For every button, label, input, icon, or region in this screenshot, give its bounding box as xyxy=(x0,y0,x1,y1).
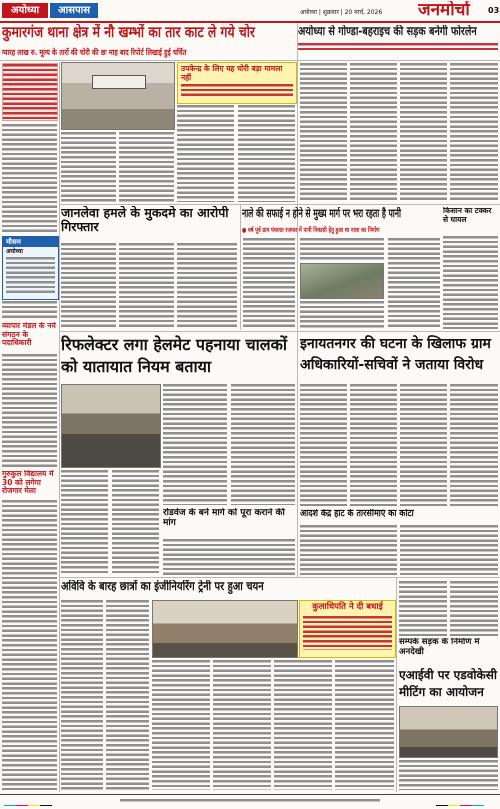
article-body-text xyxy=(300,384,347,506)
farmer-headline: किसान का टक्कर से घायल xyxy=(443,207,492,224)
article-body-text xyxy=(300,238,384,260)
column-rule xyxy=(59,62,60,792)
drain-subhead xyxy=(242,225,440,235)
article-body-text xyxy=(400,63,447,202)
drain-headline xyxy=(242,207,440,223)
article-body-text xyxy=(274,660,332,790)
article-body-text xyxy=(163,384,227,505)
article-body-text xyxy=(350,384,397,506)
article-body-text xyxy=(300,301,384,329)
article-body-text xyxy=(177,105,234,202)
news-photo-drain xyxy=(300,263,384,299)
column-rule xyxy=(240,205,241,330)
weather-title: मौसम xyxy=(3,237,58,247)
theft-box-title: उपकेन्द्र के लिए यह चोरी बड़ा मामला नहीं xyxy=(181,64,283,82)
article-body-text xyxy=(335,660,394,790)
drain-subhead-text: ● वर्ष पूर्व ग्राम पंचायत रजमल में पानी निकासी हेतु हुआ था नाला का निर्माण xyxy=(242,226,380,234)
article-body-text xyxy=(243,238,295,329)
article-body-text xyxy=(163,539,295,575)
article-body-text xyxy=(119,132,174,202)
news-photo-building xyxy=(61,62,175,130)
article-body-text xyxy=(450,581,498,636)
section-tab[interactable]: आसपास xyxy=(50,3,98,18)
article-body-text xyxy=(399,760,498,790)
article-body-text xyxy=(450,384,498,506)
article-body-text xyxy=(2,354,57,467)
masthead-logo: जनमोर्चा xyxy=(418,1,470,20)
article-body-text xyxy=(2,301,57,320)
article-body-text xyxy=(61,470,108,575)
article-body-text xyxy=(2,124,57,232)
article-body-text xyxy=(119,243,174,329)
news-photo-meeting xyxy=(399,706,498,758)
footer-imprint xyxy=(120,799,380,804)
fourlane-headline xyxy=(298,25,498,41)
photo-signboard xyxy=(92,75,146,89)
avvi-headline xyxy=(61,580,395,597)
article-body-text xyxy=(112,470,159,575)
advocacy-headline: एआईवी पर एडवोकेसी मीटिंग का आयोजन xyxy=(399,668,497,699)
road-headline: सम्पर्क सड़क के निर्माण में अनदेखी xyxy=(399,638,480,657)
divider xyxy=(60,204,500,205)
weather-box xyxy=(2,236,59,300)
protest-headline: इनायतनगर की घटना के खिलाफ ग्राम अधिकारियों-सचिवों ने जताया विरोध xyxy=(300,336,491,373)
highlight-box xyxy=(2,63,58,121)
footer-rule xyxy=(0,794,500,795)
article-body-text xyxy=(388,238,440,329)
article-body-text xyxy=(61,243,116,329)
article-body-text xyxy=(61,600,103,790)
weather-city: अयोध्या xyxy=(6,248,23,255)
article-body-text xyxy=(400,525,498,575)
color-registration-marks xyxy=(436,798,496,806)
column-rule xyxy=(297,23,298,333)
theft-box-text xyxy=(181,84,293,98)
article-body-text xyxy=(450,63,498,202)
avvi-headline-text: अविवि के बारह छात्रों का इंजीनियरिंग ट्रेनी पर हुआ चयन xyxy=(61,580,264,593)
article-body-text xyxy=(177,243,237,329)
article-body-text xyxy=(399,581,447,636)
page-number: 03 xyxy=(488,6,500,15)
color-registration-marks xyxy=(4,798,64,806)
avvi-highlight-box xyxy=(299,600,396,658)
dateline: अयोध्या | शुक्रवार | 20 मार्च, 2026 xyxy=(300,9,383,16)
fourlane-headline-text: अयोध्या से गोण्डा-बहराइच की सड़क बनेगी फोरलेन xyxy=(298,25,477,38)
article-body-text xyxy=(300,525,397,575)
adarsh-headline-text: आदर्श केंद्र हाट के तारसीमाएं का कोटा xyxy=(300,509,414,519)
column-rule xyxy=(396,578,397,792)
divider xyxy=(60,331,500,332)
article-body-text xyxy=(152,660,210,790)
weather-readings xyxy=(6,257,55,295)
article-body-text xyxy=(231,384,295,505)
arrest-headline: जानलेवा हमले के मुकदमे का आरोपी गिरफ्तार xyxy=(61,206,229,235)
drain-headline-text: नाले की सफाई न होने से मुख्य मार्ग पर भरा रहता है पानी xyxy=(242,207,401,220)
lead-headline xyxy=(2,24,296,46)
article-body-text xyxy=(213,660,271,790)
lead-headline-text: कुमारगंज थाना क्षेत्र में नौ खम्भों का तार काट ले गये चोर xyxy=(2,24,255,41)
news-photo-helmet xyxy=(61,384,161,468)
article-body-text xyxy=(300,63,347,202)
article-body-text xyxy=(2,500,57,790)
avvi-box-title: कुलाधिपति ने दी बधाई xyxy=(312,602,383,612)
header-rule xyxy=(0,21,500,23)
helmet-headline: रिफलेक्टर लगा हेलमेट पहनाया चालकों को यातायात नियम बताया xyxy=(61,335,288,376)
roadways-headline: रोडवेज के बने मार्ग को पूरा कराने की मांग xyxy=(163,508,285,529)
lead-subhead xyxy=(2,47,296,59)
avvi-box-text xyxy=(303,616,392,650)
column-rule xyxy=(297,333,298,577)
theft-highlight-box xyxy=(177,62,297,104)
adarsh-headline xyxy=(300,509,498,522)
article-body-text xyxy=(238,105,295,202)
jobfair-headline: गुरुकुल विद्यालय में 30 को लगेगा रोजगार मेला xyxy=(2,470,54,496)
divider xyxy=(60,577,500,578)
lead-subhead-text: ग्यारह लाख रु. मूल्य के तारों की चोरी की छः माह बाद रिपोर्ट लिखाई हुई चर्चित xyxy=(2,48,187,57)
article-body-text xyxy=(400,384,447,506)
article-body-text xyxy=(350,63,397,202)
trader-headline: व्यापार मंडल के नये संगठन के पदाधिकारी xyxy=(2,322,56,348)
news-photo-students xyxy=(152,600,298,658)
article-body-text xyxy=(61,132,116,202)
fourlane-subhead xyxy=(298,43,498,50)
article-body-text xyxy=(443,236,498,329)
article-body-text xyxy=(106,600,149,790)
city-tab[interactable]: अयोध्या xyxy=(2,3,48,18)
divider xyxy=(0,60,500,61)
